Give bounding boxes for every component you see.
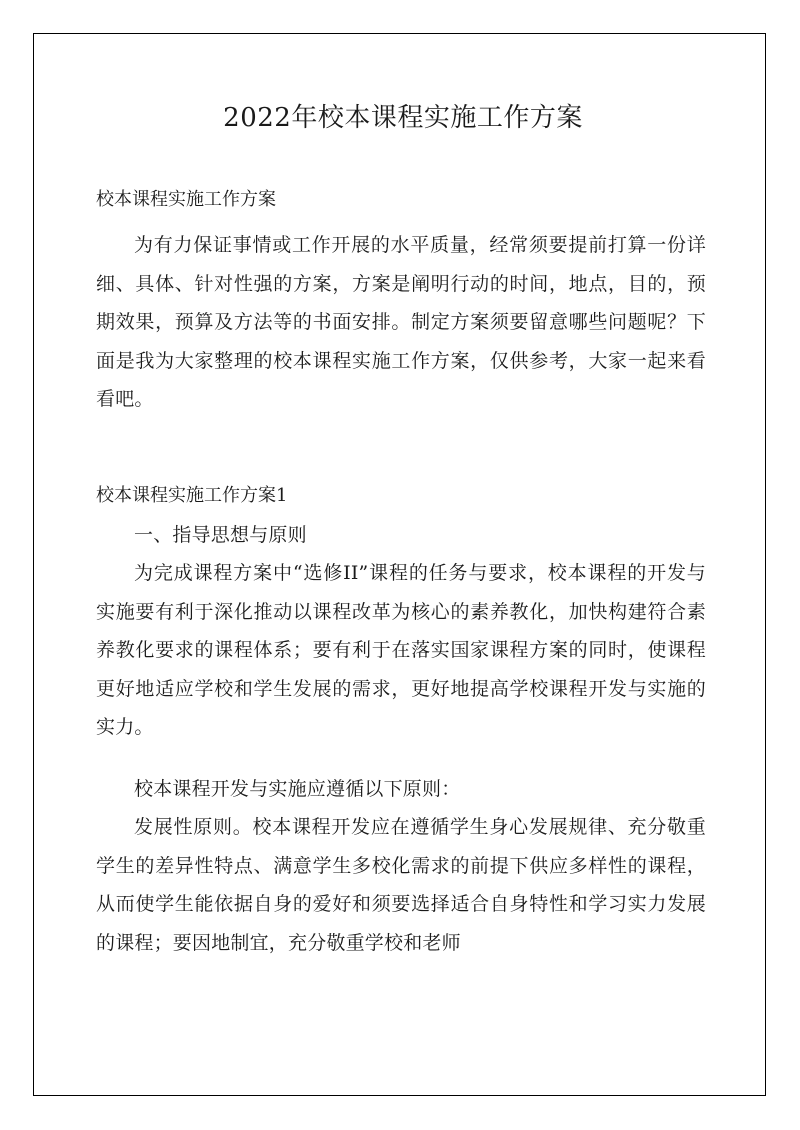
subsection-heading: 一、指导思想与原则 [134,524,307,546]
document-title: 2022年校本课程实施工作方案 [223,103,583,133]
body-paragraph: 为完成课程方案中“选修II”课程的任务与要求，校本课程的开发与实施要有利于深化推动以课程改革为核心的素养教化，加快构建符合素养教化要求的课程体系；要有利于在落实国家课程方案的同时，使课程更好地适应学校和学生发展的需求，更好地提高学校课程开发与实施的实力。 [96,562,706,738]
intro-heading: 校本课程实施工作方案 [96,189,276,210]
section-heading: 校本课程实施工作方案1 [96,485,288,506]
body-paragraph: 发展性原则。校本课程开发应在遵循学生身心发展规律、充分敬重学生的差异性特点、满意学生多校化需求的前提下供应多样性的课程，从而使学生能依据自身的爱好和须要选择适合自身特性和学习实力发展的课程；要因地制宜，充分敬重学校和老师 [96,816,706,954]
intro-paragraph: 为有力保证事情或工作开展的水平质量，经常须要提前打算一份详细、具体、针对性强的方案，方案是阐明行动的时间，地点，目的，预期效果，预算及方法等的书面安排。制定方案须要留意哪些问题呢？下面是我为大家整理的校本课程实施工作方案，仅供参考，大家一起来看看吧。 [96,234,706,410]
body-paragraph: 校本课程开发与实施应遵循以下原则： [134,778,461,800]
